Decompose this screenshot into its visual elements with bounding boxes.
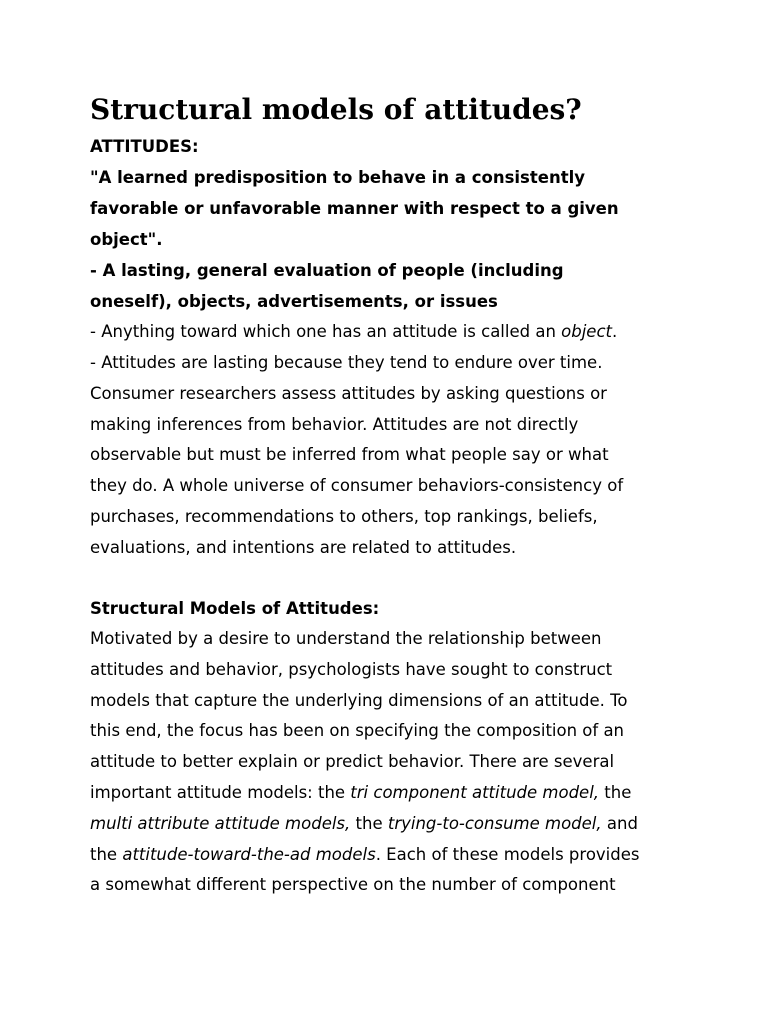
paragraph-line: they do. A whole universe of consumer behaviors-consistency of [90,476,624,495]
paragraph-line: attitudes and behavior, psychologists have sought to construct [90,660,613,679]
paragraph-line: Consumer researchers assess attitudes by asking questions or [90,384,607,403]
definition-line: - A lasting, general evaluation of people (including [90,261,564,280]
models-line-end: and [601,814,638,833]
models-line [90,813,638,835]
paragraph-line: Motivated by a desire to understand the relationship between [90,629,602,648]
models-line-text: the [90,845,123,864]
page-title: Structural models of attitudes? [90,93,582,126]
model-term-tri-component: tri component attitude model, [350,783,600,802]
section-heading: Structural Models of Attitudes: [90,599,380,618]
models-line-text: the [350,814,388,833]
model-term-trying-to-consume: trying-to-consume model, [387,814,602,833]
models-line-text: important attitude models: the [90,783,351,802]
paragraph-line: attitude to better explain or predict behavior. There are several [90,752,615,771]
paragraph-line: - Attitudes are lasting because they tend to endure over time. [90,353,603,372]
paragraph-line: a somewhat different perspective on the number of component [90,875,616,894]
definition-line: oneself), objects, advertisements, or issues [90,292,498,311]
attitudes-heading: ATTITUDES: [90,137,199,156]
models-line-end: the [599,783,632,802]
definition-line: object". [90,230,163,249]
paragraph-line: evaluations, and intentions are related to attitudes. [90,538,517,557]
paragraph-line: observable but must be inferred from what people say or what [90,445,609,464]
object-line [90,321,617,343]
model-term-attitude-toward-ad: attitude-toward-the-ad models [122,845,376,864]
models-line-end: . Each of these models provides [375,845,640,864]
paragraph-line: models that capture the underlying dimensions of an attitude. To [90,691,628,710]
models-line [90,782,631,804]
paragraph-line: this end, the focus has been on specifying the composition of an [90,721,625,740]
model-term-multi-attribute: multi attribute attitude models, [90,814,351,833]
object-term: object [561,322,613,341]
definition-line: favorable or unfavorable manner with respect to a given [90,199,619,218]
models-line [90,844,640,866]
paragraph-line: making inferences from behavior. Attitudes are not directly [90,415,579,434]
object-line-end: . [612,322,618,341]
paragraph-line: purchases, recommendations to others, top rankings, beliefs, [90,507,598,526]
object-line-text: - Anything toward which one has an attitude is called an [90,322,562,341]
definition-line: "A learned predisposition to behave in a consistently [90,168,585,187]
